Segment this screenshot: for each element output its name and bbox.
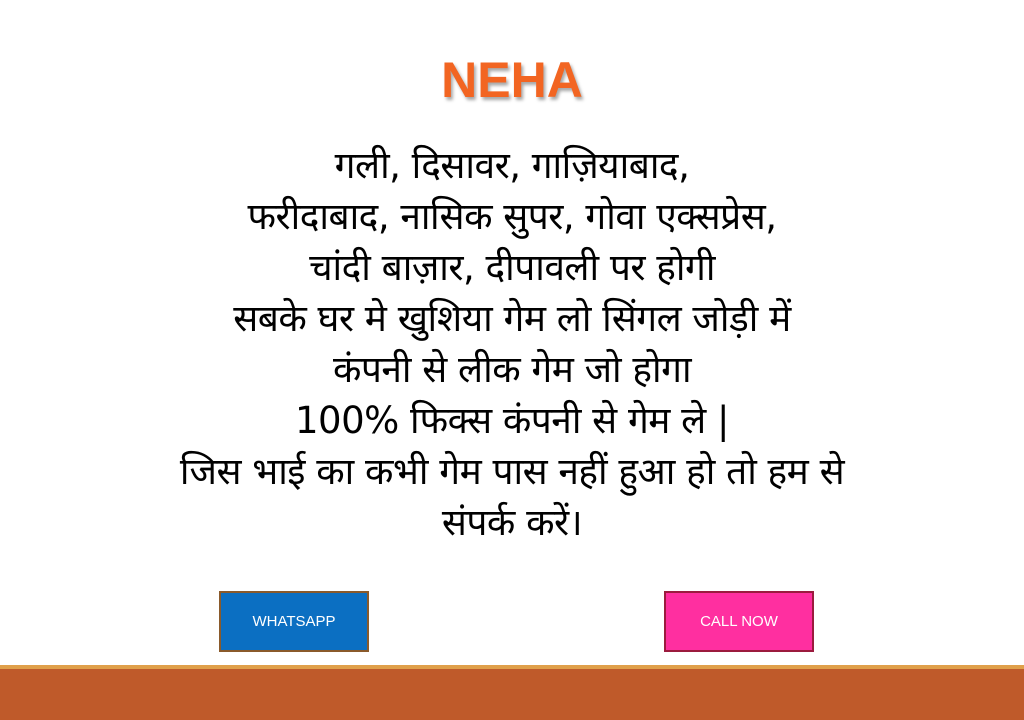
message-line: फरीदाबाद, नासिक सुपर, गोवा एक्सप्रेस, — [247, 195, 777, 238]
page-title: NEHA — [441, 52, 583, 108]
call-now-button[interactable]: CALL NOW — [664, 591, 814, 652]
message-text — [60, 140, 964, 548]
message-line: सबके घर मे खुशिया गेम लो सिंगल जोड़ी में — [233, 297, 791, 340]
whatsapp-button[interactable]: WHATSAPP — [219, 591, 369, 652]
message-line: संपर्क करें। — [441, 501, 583, 544]
footer-bar — [0, 669, 1024, 720]
message-line: कंपनी से लीक गेम जो होगा — [332, 348, 692, 391]
message-line: जिस भाई का कभी गेम पास नहीं हुआ हो तो हम से — [179, 450, 845, 493]
message-line: 100% फिक्स कंपनी से गेम ले | — [295, 399, 729, 442]
message-line: चांदी बाज़ार, दीपावली पर होगी — [309, 246, 715, 289]
message-line: गली, दिसावर, गाज़ियाबाद, — [334, 144, 690, 187]
